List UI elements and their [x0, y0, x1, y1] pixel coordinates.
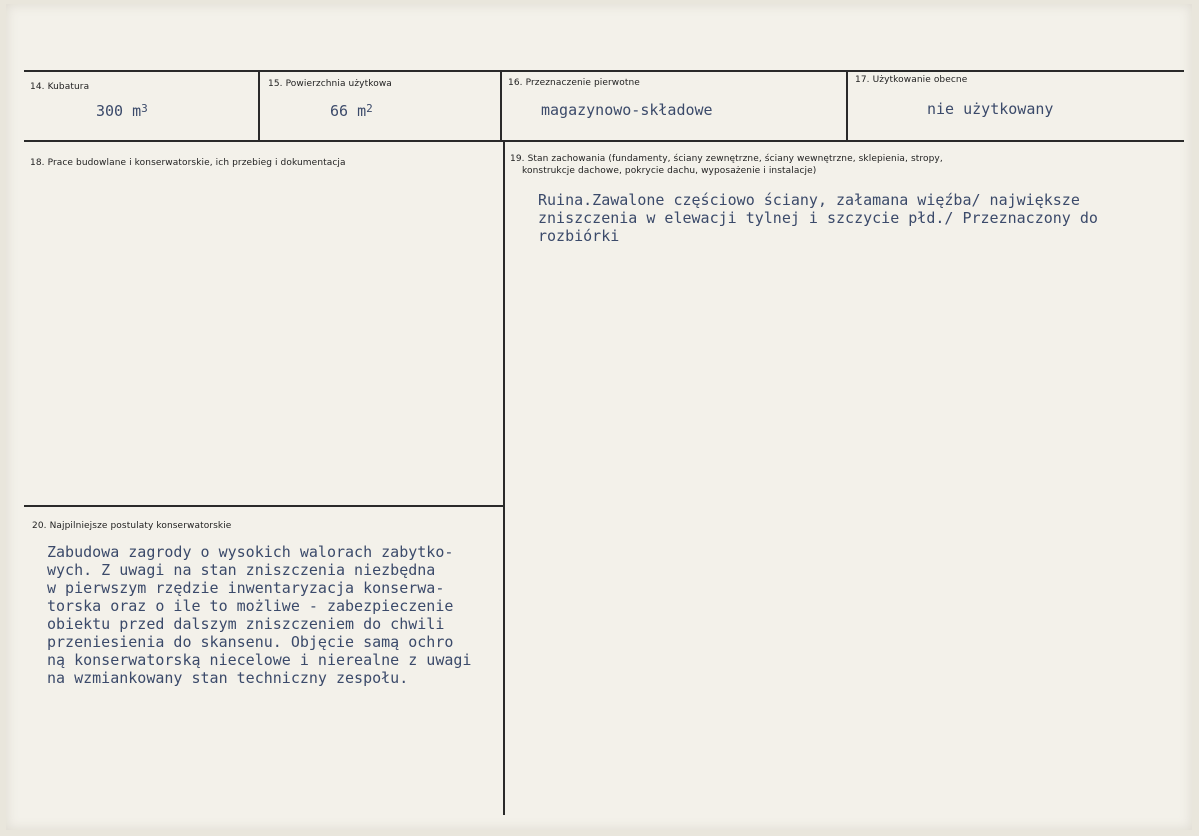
top-rule — [24, 70, 1184, 72]
field-20-line: w pierwszym rzędzie inwentaryzacja konserwa- — [47, 579, 445, 597]
field-20-line: przeniesienia do skansenu. Objęcie samą ochro — [47, 633, 454, 651]
divider-16-17 — [846, 70, 848, 142]
field-14-value — [96, 102, 148, 120]
field-20-line: ną konserwatorską niecelowe i nierealne z uwagi — [47, 651, 472, 669]
field-14-label: 14. Kubatura — [30, 82, 90, 92]
field-14-value-text: 300 m — [96, 102, 142, 120]
field-20-line: torska oraz o ile to możliwe - zabezpieczenie — [47, 597, 454, 615]
field-15-value-text: 66 m — [330, 102, 367, 120]
section-18-20-divider — [24, 505, 504, 507]
center-vertical-rule — [503, 140, 505, 815]
field-16-value: magazynowo-składowe — [541, 101, 713, 119]
field-19-line: Ruina.Zawalone częściowo ściany, załamana więźba/ największe — [538, 191, 1080, 209]
field-19-label-line-2: konstrukcje dachowe, pokrycie dachu, wyposażenie i instalacje) — [522, 166, 817, 176]
field-16-label: 16. Przeznaczenie pierwotne — [508, 78, 640, 88]
field-19-line: rozbiórki — [538, 227, 620, 245]
field-20-line: obiektu przed dalszym zniszczeniem do chwili — [47, 615, 445, 633]
divider-14-15 — [258, 70, 260, 142]
field-14-unit-exponent: 3 — [141, 102, 148, 115]
field-20-line: na wzmiankowany stan techniczny zespołu. — [47, 669, 409, 687]
field-19-line: zniszczenia w elewacji tylnej i szczycie płd./ Przeznaczony do — [538, 209, 1098, 227]
record-card — [6, 4, 1192, 830]
divider-15-16 — [500, 70, 502, 142]
field-15-label: 15. Powierzchnia użytkowa — [268, 79, 392, 89]
field-18-label: 18. Prace budowlane i konserwatorskie, ich przebieg i dokumentacja — [30, 158, 346, 168]
field-20-line: wych. Z uwagi na stan zniszczenia niezbędna — [47, 561, 436, 579]
top-row-bottom-rule — [24, 140, 1184, 142]
field-17-value: nie użytkowany — [927, 100, 1054, 118]
field-20-label: 20. Najpilniejsze postulaty konserwatorskie — [32, 521, 232, 531]
field-15-value — [330, 102, 373, 120]
field-17-label: 17. Użytkowanie obecne — [855, 75, 968, 85]
field-15-unit-exponent: 2 — [366, 102, 373, 115]
field-19-label-line-1: 19. Stan zachowania (fundamenty, ściany zewnętrzne, ściany wewnętrzne, sklepienia, stropy, — [510, 154, 943, 164]
field-20-line: Zabudowa zagrody o wysokich walorach zabytko- — [47, 543, 454, 561]
